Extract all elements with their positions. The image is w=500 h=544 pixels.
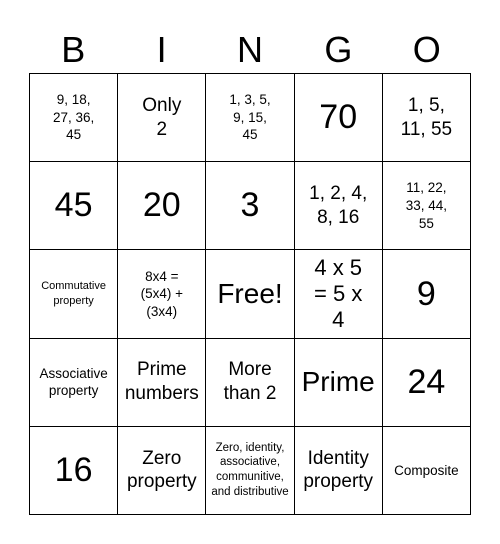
cell-text: Composite — [394, 462, 459, 478]
bingo-cell[interactable] — [383, 162, 471, 250]
bingo-cell[interactable] — [30, 162, 118, 250]
bingo-cell[interactable] — [383, 427, 471, 515]
bingo-board — [29, 73, 471, 515]
header-letter-g: G — [324, 29, 353, 70]
bingo-cell[interactable] — [30, 250, 118, 338]
bingo-cell[interactable] — [206, 250, 294, 338]
header-letter-b: B — [61, 29, 86, 70]
cell-text: 20 — [142, 186, 181, 225]
bingo-cell[interactable] — [118, 339, 206, 427]
bingo-cell[interactable] — [295, 250, 383, 338]
bingo-cell[interactable] — [30, 427, 118, 515]
cell-text: Prime numbers — [124, 359, 199, 405]
bingo-cell[interactable] — [383, 74, 471, 162]
cell-text: 24 — [407, 362, 446, 401]
bingo-cell[interactable] — [206, 339, 294, 427]
bingo-cell[interactable] — [118, 74, 206, 162]
cell-text: Identity property — [303, 447, 374, 493]
bingo-cell[interactable] — [295, 162, 383, 250]
bingo-cell[interactable] — [383, 339, 471, 427]
bingo-cell[interactable] — [295, 339, 383, 427]
cell-text: 4 x 5 = 5 x 4 — [314, 255, 363, 332]
cell-text: 11, 22, 33, 44, 55 — [405, 180, 448, 231]
bingo-cell[interactable] — [118, 427, 206, 515]
cell-text: 9, 18, 27, 36, 45 — [52, 92, 95, 143]
bingo-cell[interactable] — [30, 339, 118, 427]
cell-text: Commutative property — [41, 280, 106, 307]
cell-text: More than 2 — [223, 359, 277, 405]
cell-text: Only 2 — [142, 94, 182, 140]
cell-text: 45 — [54, 186, 93, 225]
cell-text: Zero, identity, associative, communitive, and distributive — [211, 441, 289, 499]
cell-text: 1, 3, 5, 9, 15, 45 — [229, 92, 271, 143]
cell-text: 9 — [416, 274, 436, 313]
header-letter-o: O — [412, 29, 441, 70]
bingo-cell[interactable] — [206, 162, 294, 250]
cell-text: 16 — [54, 450, 93, 489]
bingo-cell[interactable] — [118, 162, 206, 250]
cell-text: Associative property — [39, 365, 108, 399]
cell-text: Zero property — [126, 447, 197, 493]
bingo-cell[interactable] — [206, 74, 294, 162]
cell-text: 70 — [319, 98, 358, 137]
bingo-cell[interactable] — [295, 427, 383, 515]
cell-text: Free! — [217, 278, 283, 310]
bingo-cell[interactable] — [118, 250, 206, 338]
cell-text: Prime — [301, 366, 375, 398]
bingo-cell[interactable] — [30, 74, 118, 162]
cell-text: 1, 2, 4, 8, 16 — [309, 183, 368, 228]
bingo-cell[interactable] — [206, 427, 294, 515]
bingo-header — [29, 28, 471, 72]
cell-text: 8x4 = (5x4) + (3x4) — [140, 268, 183, 319]
bingo-cell[interactable] — [295, 74, 383, 162]
bingo-cell[interactable] — [383, 250, 471, 338]
header-letter-i: I — [156, 29, 167, 70]
header-letter-n: N — [236, 29, 263, 70]
cell-text: 1, 5, 11, 55 — [400, 94, 453, 140]
cell-text: 3 — [240, 186, 260, 225]
